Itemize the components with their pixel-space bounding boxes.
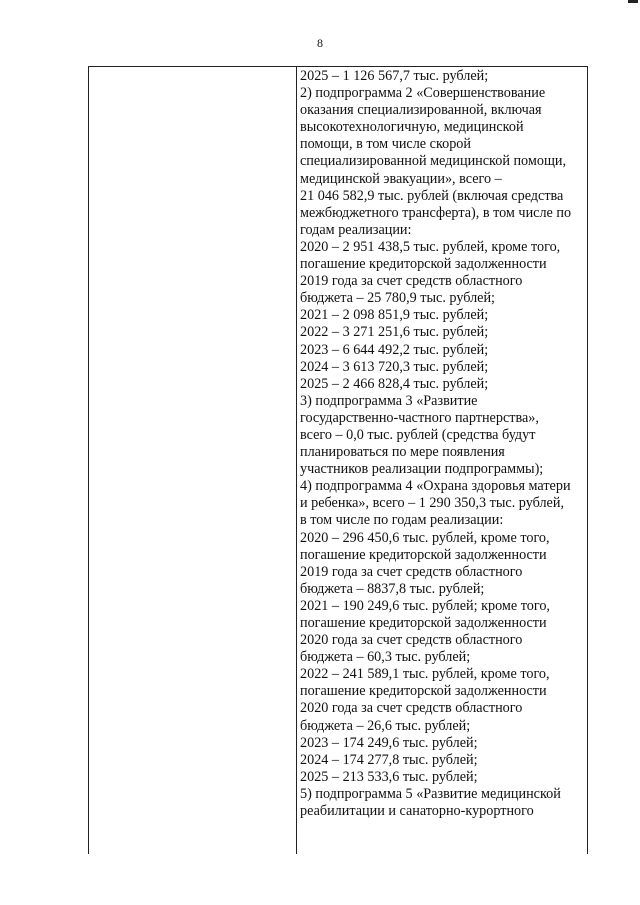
text-line: высокотехнологичную, медицинской: [300, 119, 524, 136]
table-column-divider: [296, 66, 297, 854]
text-line: бюджета – 8837,8 тыс. рублей;: [300, 580, 485, 597]
text-line: 2021 – 190 249,6 тыс. рублей; кроме того,: [300, 597, 550, 614]
text-line: 2025 – 213 533,6 тыс. рублей;: [300, 768, 478, 785]
text-line: 2022 – 3 271 251,6 тыс. рублей;: [300, 324, 489, 341]
text-line: реабилитации и санаторно-курортного: [300, 803, 534, 820]
text-line: 2023 – 6 644 492,2 тыс. рублей;: [300, 341, 489, 358]
text-line: в том числе по годам реализации:: [300, 512, 504, 529]
text-line: годам реализации:: [300, 221, 412, 238]
text-line: 2024 – 174 277,8 тыс. рублей;: [300, 751, 478, 768]
text-line: 3) подпрограмма 3 «Развитие: [300, 392, 478, 409]
text-line: погашение кредиторской задолженности: [300, 256, 547, 273]
text-line: 2025 – 1 126 567,7 тыс. рублей;: [300, 68, 489, 84]
text-line: и ребенка», всего – 1 290 350,3 тыс. рублей,: [300, 495, 564, 512]
text-line: 2020 года за счет средств областного: [300, 632, 523, 649]
text-line: 5) подпрограмма 5 «Развитие медицинской: [300, 785, 561, 802]
text-line: бюджета – 60,3 тыс. рублей;: [300, 649, 471, 666]
text-line: всего – 0,0 тыс. рублей (средства будут: [300, 426, 536, 443]
text-line: медицинской эвакуации», всего –: [300, 170, 502, 187]
text-line: участников реализации подпрограммы);: [300, 461, 544, 478]
text-line: бюджета – 25 780,9 тыс. рублей;: [300, 290, 496, 307]
table-right-cell-text: [300, 68, 586, 820]
page-number: 8: [317, 36, 323, 50]
text-line: 2023 – 174 249,6 тыс. рублей;: [300, 734, 478, 751]
text-line: специализированной медицинской помощи,: [300, 153, 567, 170]
text-line: погашение кредиторской задолженности: [300, 683, 547, 700]
scan-corner-mark: [628, 0, 638, 3]
text-line: 2) подпрограмма 2 «Совершенствование: [300, 85, 546, 102]
text-line: 2022 – 241 589,1 тыс. рублей, кроме того,: [300, 666, 550, 683]
text-line: 2019 года за счет средств областного: [300, 563, 523, 580]
text-line: 2020 – 2 951 438,5 тыс. рублей, кроме того,: [300, 238, 561, 255]
text-line: погашение кредиторской задолженности: [300, 546, 547, 563]
text-line: 2019 года за счет средств областного: [300, 273, 523, 290]
text-line: 4) подпрограмма 4 «Охрана здоровья матери: [300, 478, 571, 495]
text-line: 2025 – 2 466 828,4 тыс. рублей;: [300, 375, 489, 392]
text-line: 2020 – 296 450,6 тыс. рублей, кроме того,: [300, 529, 550, 546]
text-line: государственно-частного партнерства»,: [300, 409, 539, 426]
text-line: оказания специализированной, включая: [300, 102, 542, 119]
text-line: 2020 года за счет средств областного: [300, 700, 523, 717]
text-line: бюджета – 26,6 тыс. рублей;: [300, 717, 471, 734]
text-line: планироваться по мере появления: [300, 444, 505, 461]
text-line: 21 046 582,9 тыс. рублей (включая средства: [300, 187, 564, 204]
text-line: погашение кредиторской задолженности: [300, 615, 547, 631]
text-line: помощи, в том числе скорой: [300, 136, 471, 153]
text-line: 2024 – 3 613 720,3 тыс. рублей;: [300, 358, 489, 375]
text-line: межбюджетного трансферта), в том числе по: [300, 204, 572, 221]
text-line: 2021 – 2 098 851,9 тыс. рублей;: [300, 307, 489, 324]
